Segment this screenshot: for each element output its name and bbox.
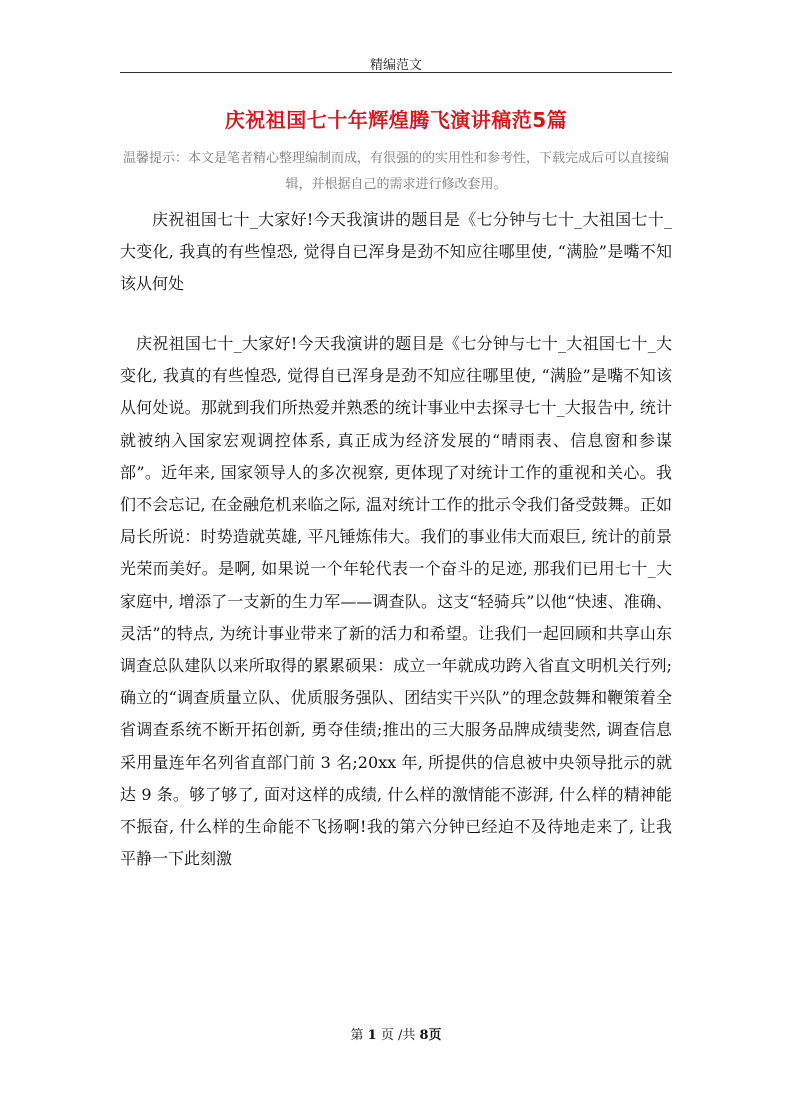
body-paragraph: 庆祝祖国七十_大家好!今天我演讲的题目是《七分钟与七十_大祖国七十_大变化, 我真的有些惶恐, 觉得自已浑身是劲不知应往哪里使, “满脸”是嘴不知该从何处说。那就到我们所热爱并熟悉的统计事业中去探寻七十_大报告中, 统计就被纳入国家宏观调控体系, 真正成为经济发展的“晴雨表、信息窗和参谋部”。近年来, 国家领导人的多次视察, 更体现了对统计工作的重视和关心。我们不会忘记, 在金融危机来临之际, 温对统计工作的批示令我们备受鼓舞。正如局长所说：时势造就英雄, 平凡锤炼伟大。我们的事业伟大而艰巨, 统计的前景光荣而美好。是啊, 如果说一个年轮代表一个奋斗的足迹, 那我们已用七十_大家庭中, 增添了一支新的生力军——调查队。这支“轻骑兵”以他“快速、准确、灵活”的特点, 为统计事业带来了新的活力和希望。让我们一起回顾和共享山东调查总队建队以来所取得的累累硕果：成立一年就成功跨入省直文明机关行列;确立的“调查质量立队、优质服务强队、团结实干兴队”的理念鼓舞和鞭策着全省调查系统不断开拓创新, 勇夺佳绩;推出的三大服务品牌成绩斐然, 调查信息采用量连年名列省直部门前 3 名;20xx 年, 所提供的信息被中央领导批示的就达 9 条。够了够了, 面对这样的成绩, 什么样的激情能不澎湃, 什么样的精神能不振奋, 什么样的生命能不飞扬啊!我的第六分钟已经迫不及待地走来了, 让我平静一下此刻激 xyxy=(120,334,672,869)
running-header: 精编范文 xyxy=(369,58,422,73)
header-divider xyxy=(120,72,672,73)
page-footer xyxy=(0,1024,792,1043)
footer-middle: 页 /共 xyxy=(380,1028,416,1043)
document-title: 庆祝祖国七十年辉煌腾飞演讲稿范5篇 xyxy=(224,108,568,132)
intro-paragraph: 庆祝祖国七十_大家好!今天我演讲的题目是《七分钟与七十_大祖国七十_大变化, 我真的有些惶恐, 觉得自已浑身是劲不知应往哪里使, “满脸”是嘴不知该从何处 xyxy=(120,210,672,293)
download-tip: 温馨提示：本文是笔者精心整理编制而成，有很强的的实用性和参考性，下载完成后可以直接编辑，并根据自己的需求进行修改套用。 xyxy=(122,151,669,192)
footer-suffix: 页 xyxy=(428,1028,442,1043)
total-pages-number: 8 xyxy=(419,1028,429,1043)
current-page-number: 1 xyxy=(367,1028,377,1043)
footer-prefix: 第 xyxy=(350,1028,364,1043)
